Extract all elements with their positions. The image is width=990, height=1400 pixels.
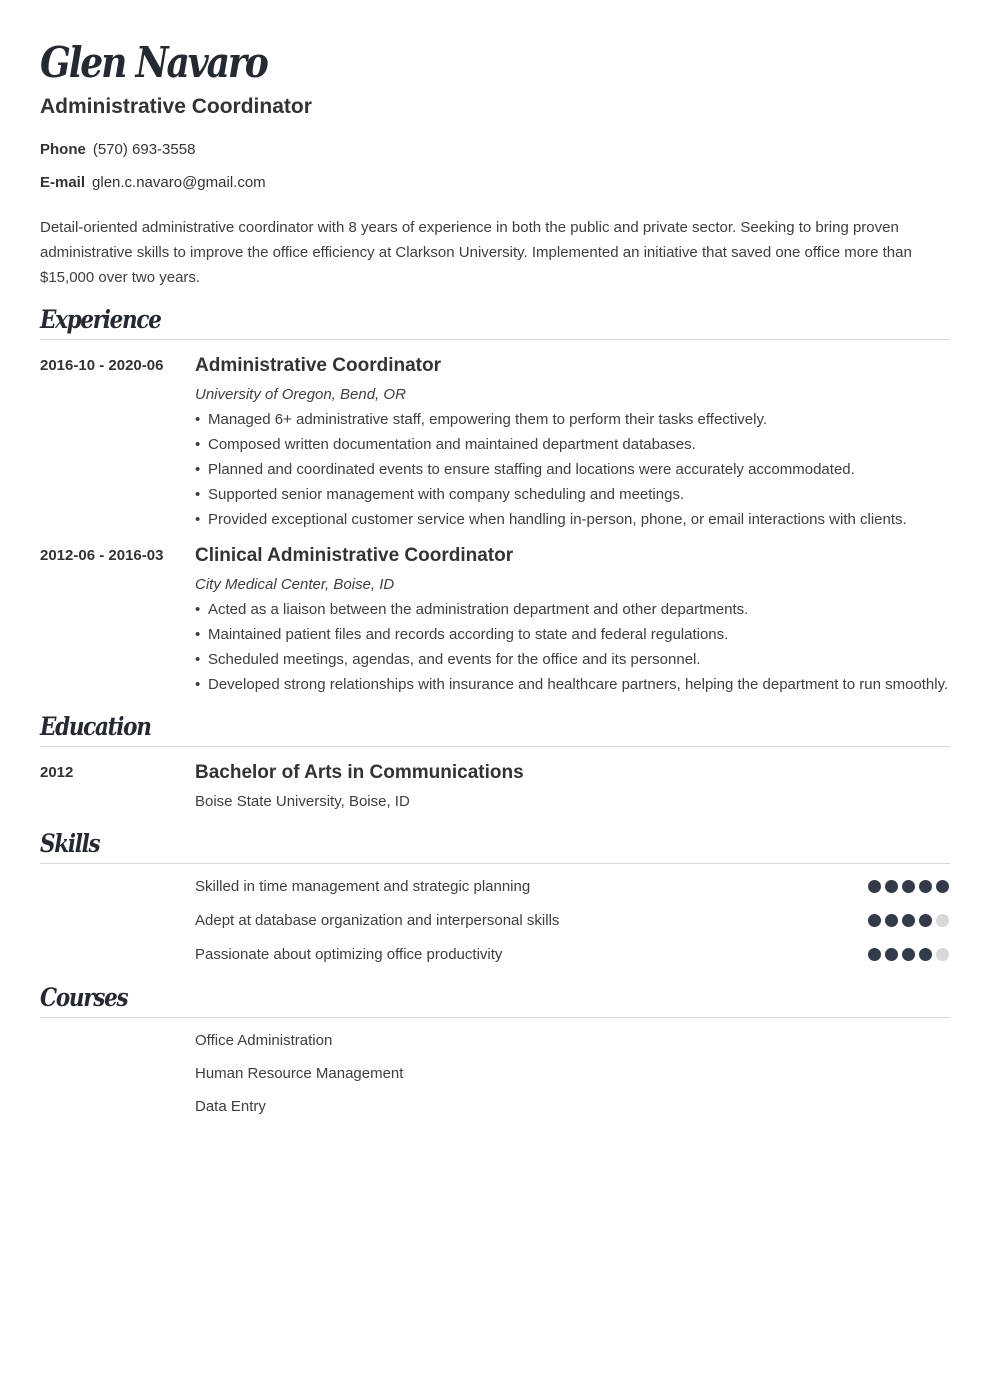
course-item: Human Resource Management bbox=[195, 1065, 404, 1082]
rating-dot-filled-icon bbox=[868, 880, 881, 893]
skill-rating bbox=[868, 880, 949, 893]
section-skills-heading bbox=[40, 828, 950, 860]
list-item: • Supported senior management with company scheduling and meetings. bbox=[195, 482, 907, 507]
rating-dot-filled-icon bbox=[885, 914, 898, 927]
rating-dot-filled-icon bbox=[919, 948, 932, 961]
contact-phone bbox=[40, 140, 195, 160]
degree: Bachelor of Arts in Communications bbox=[195, 762, 524, 783]
section-divider bbox=[40, 339, 950, 340]
skill-name: Adept at database organization and interpersonal skills bbox=[195, 912, 560, 929]
rating-dot-filled-icon bbox=[919, 914, 932, 927]
rating-dot-filled-icon bbox=[902, 880, 915, 893]
contact-email bbox=[40, 173, 266, 193]
contact-label: E-mail bbox=[40, 174, 86, 191]
email-value: glen.c.navaro@gmail.com bbox=[92, 174, 266, 191]
rating-dot-empty-icon bbox=[936, 914, 949, 927]
list-item: • Maintained patient files and records according to state and federal regulations. bbox=[195, 622, 948, 647]
list-item: • Developed strong relationships with insurance and healthcare partners, helping the department to run smoothly. bbox=[195, 672, 948, 697]
section-experience-heading bbox=[40, 304, 950, 336]
candidate-title: Administrative Coordinator bbox=[40, 95, 312, 118]
section-title: Skills bbox=[40, 829, 100, 858]
employer: University of Oregon, Bend, OR bbox=[195, 386, 406, 403]
responsibilities-list bbox=[195, 407, 907, 532]
rating-dot-filled-icon bbox=[885, 948, 898, 961]
responsibilities-list bbox=[195, 597, 948, 697]
section-divider bbox=[40, 746, 950, 747]
course-item: Data Entry bbox=[195, 1098, 266, 1115]
rating-dot-filled-icon bbox=[902, 914, 915, 927]
rating-dot-filled-icon bbox=[868, 948, 881, 961]
phone-value: (570) 693-3558 bbox=[92, 141, 196, 158]
rating-dot-filled-icon bbox=[885, 880, 898, 893]
skill-row bbox=[195, 945, 950, 965]
skill-row bbox=[195, 877, 950, 897]
skill-rating bbox=[868, 948, 949, 961]
rating-dot-filled-icon bbox=[868, 914, 881, 927]
list-item: • Scheduled meetings, agendas, and events for the office and its personnel. bbox=[195, 647, 948, 672]
job-title: Administrative Coordinator bbox=[195, 355, 441, 376]
rating-dot-empty-icon bbox=[936, 948, 949, 961]
section-education-heading bbox=[40, 711, 950, 743]
list-item: • Provided exceptional customer service when handling in-person, phone, or email interactions with clients. bbox=[195, 507, 907, 532]
section-divider bbox=[40, 863, 950, 864]
section-title: Experience bbox=[40, 305, 161, 334]
list-item: • Managed 6+ administrative staff, empowering them to perform their tasks effectively. bbox=[195, 407, 907, 432]
skill-rating bbox=[868, 914, 949, 927]
skill-row bbox=[195, 911, 950, 931]
education-year: 2012 bbox=[40, 764, 74, 781]
list-item: • Composed written documentation and maintained department databases. bbox=[195, 432, 907, 457]
section-title: Education bbox=[40, 712, 151, 741]
rating-dot-filled-icon bbox=[902, 948, 915, 961]
contact-label: Phone bbox=[40, 141, 86, 158]
skill-name: Skilled in time management and strategic planning bbox=[195, 878, 531, 895]
skill-name: Passionate about optimizing office productivity bbox=[195, 946, 503, 963]
list-item: • Planned and coordinated events to ensure staffing and locations were accurately accommodated. bbox=[195, 457, 907, 482]
summary-paragraph: Detail-oriented administrative coordinator with 8 years of experience in both the public and private sector. Seeking to bring proven administrative skills to improve the office efficiency at Clarkson University. Implemented an initiative that saved one office more than $15,000 over two years. bbox=[40, 219, 912, 286]
course-item: Office Administration bbox=[195, 1032, 333, 1049]
job-title: Clinical Administrative Coordinator bbox=[195, 545, 514, 566]
section-courses-heading bbox=[40, 982, 950, 1014]
section-title: Courses bbox=[40, 983, 128, 1012]
experience-dates: 2012-06 - 2016-03 bbox=[40, 547, 164, 564]
list-item: • Acted as a liaison between the administration department and other departments. bbox=[195, 597, 948, 622]
school: Boise State University, Boise, ID bbox=[195, 793, 410, 810]
candidate-name: Glen Navaro bbox=[40, 38, 267, 87]
employer: City Medical Center, Boise, ID bbox=[195, 576, 395, 593]
experience-dates: 2016-10 - 2020-06 bbox=[40, 357, 164, 374]
section-divider bbox=[40, 1017, 950, 1018]
rating-dot-filled-icon bbox=[936, 880, 949, 893]
rating-dot-filled-icon bbox=[919, 880, 932, 893]
